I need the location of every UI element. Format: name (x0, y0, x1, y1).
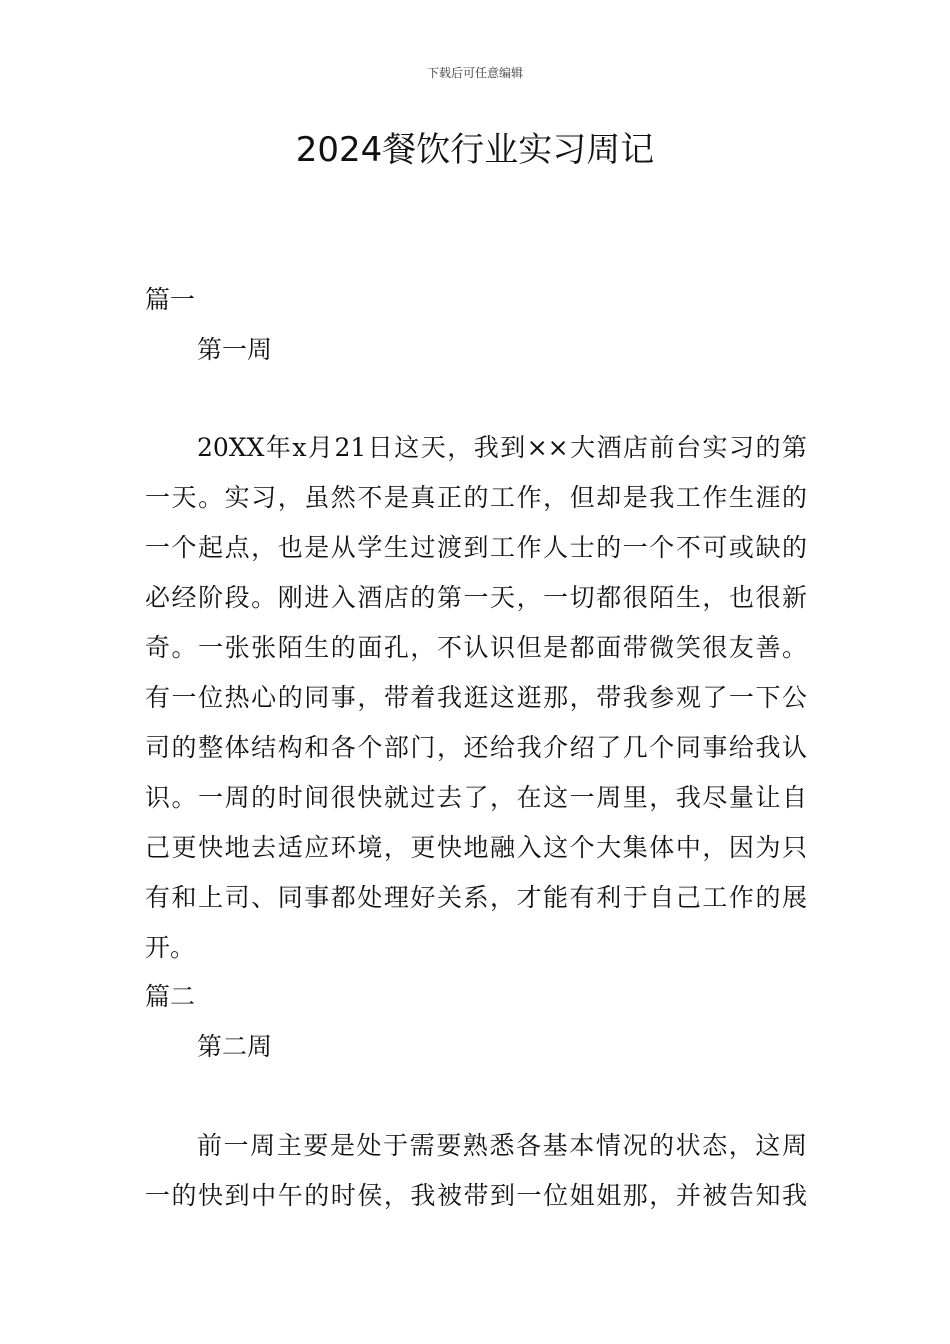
paragraph-line: 一的快到中午的时侯，我被带到一位姐姐那，并被告知我 (145, 1181, 807, 1210)
paragraph-line: 必经阶段。刚进入酒店的第一天，一切都很陌生，也很新 (145, 583, 807, 612)
paragraph-line: 奇。一张张陌生的面孔，不认识但是都面带微笑很友善。 (145, 633, 807, 662)
paragraph-line: 20XX年x月21日这天，我到××大酒店前台实习的第 (197, 433, 807, 462)
paragraph-line: 前一周主要是处于需要熟悉各基本情况的状态，这周 (197, 1131, 807, 1160)
paragraph-line: 开。 (145, 933, 196, 962)
header-note: 下载后可任意编辑 (426, 66, 523, 80)
paragraph-line: 有一位热心的同事，带着我逛这逛那，带我参观了一下公 (145, 683, 807, 712)
paragraph-line: 己更快地去适应环境，更快地融入这个大集体中，因为只 (145, 833, 807, 862)
paragraph-line: 司的整体结构和各个部门，还给我介绍了几个同事给我认 (145, 733, 807, 762)
paragraph-line: 有和上司、同事都处理好关系，才能有利于自己工作的展 (145, 883, 807, 912)
week-label-1: 第一周 (197, 335, 273, 364)
document-title: 2024餐饮行业实习周记 (295, 130, 655, 170)
paragraph-line: 一个起点，也是从学生过渡到工作人士的一个不可或缺的 (145, 533, 807, 562)
section-label-2: 篇二 (145, 982, 196, 1011)
section-label-1: 篇一 (145, 285, 196, 314)
week-label-2: 第二周 (197, 1032, 273, 1061)
paragraph-line: 一天。实习，虽然不是真正的工作，但却是我工作生涯的 (145, 483, 807, 512)
paragraph-line: 识。一周的时间很快就过去了，在这一周里，我尽量让自 (145, 783, 807, 812)
